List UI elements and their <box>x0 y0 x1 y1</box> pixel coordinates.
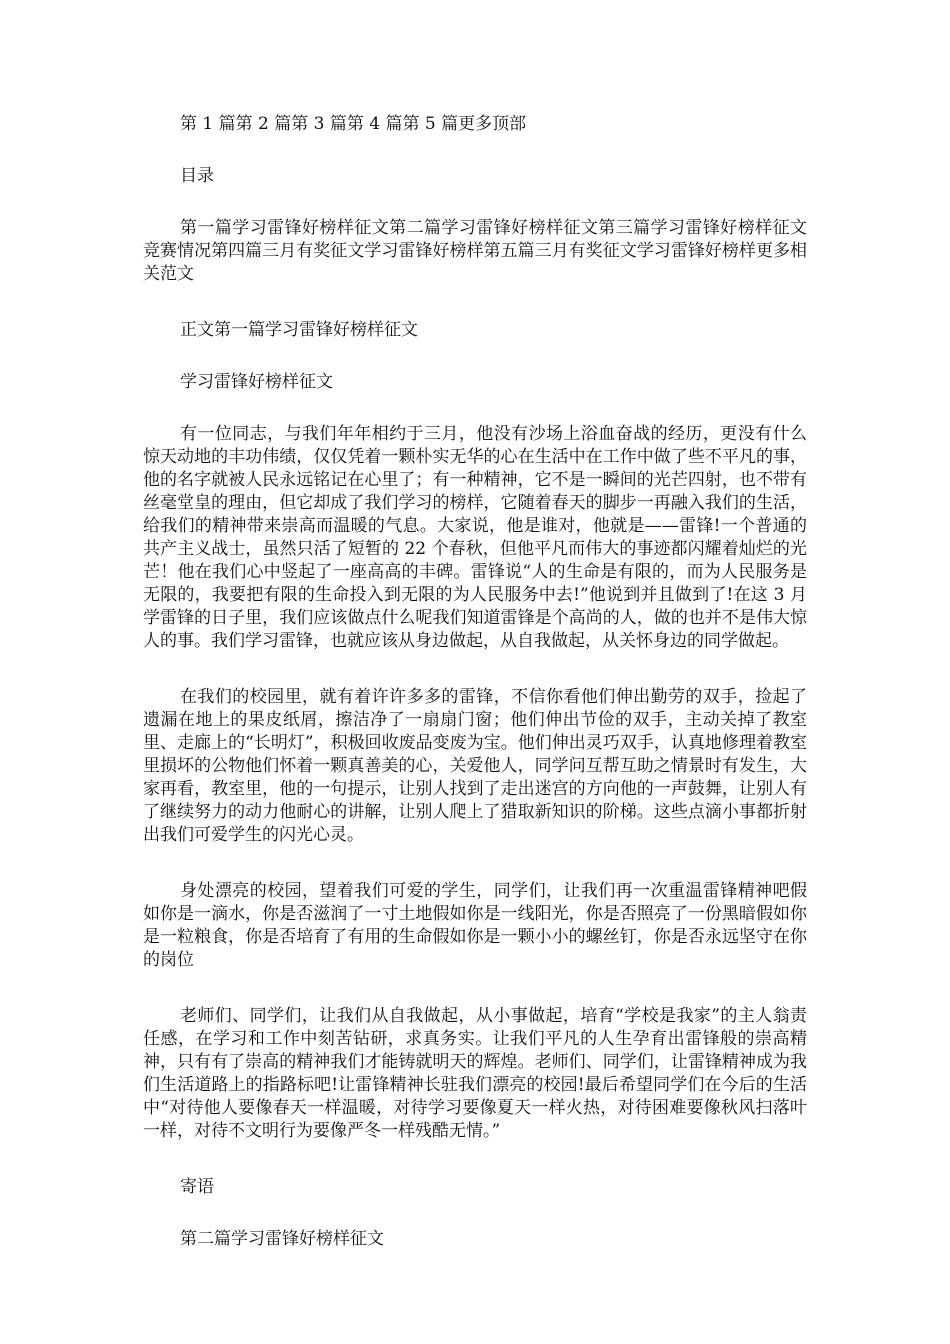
body-paragraph-2: 在我们的校园里，就有着许许多多的雷锋，不信你看他们伸出勤劳的双手，捡起了遗漏在地上的果皮纸屑，擦洁净了一扇扇门窗；他们伸出节俭的双手，主动关掉了教室里、走廊上的“长明灯”，积极回收废品变废为宝。他们伸出灵巧双手，认真地修理着教室里损坏的公物他们怀着一颗真善美的心，关爱他人，同学问互帮互助之情景时有发生，大家再看，教室里，他的一句提示，让别人找到了走出迷宫的方向他的一声鼓舞，让别人有了继续努力的动力他耐心的讲解，让别人爬上了猎取新知识的阶梯。这些点滴小事都折射出我们可爱学生的闪光心灵。 <box>143 687 807 845</box>
section-heading: 正文第一篇学习雷锋好榜样征文 <box>180 320 418 340</box>
toc-heading: 目录 <box>180 166 214 186</box>
body-paragraph-3: 身处漂亮的校园，望着我们可爱的学生，同学们，让我们再一次重温雷锋精神吧假如你是一滴水，你是否滋润了一寸土地假如你是一线阳光，你是否照亮了一份黑暗假如你是一粒粮食，你是否培育了有用的生命假如你是一颗小小的螺丝钉，你是否永远坚守在你的岗位 <box>143 881 807 970</box>
closing-heading: 寄语 <box>180 1177 214 1197</box>
body-paragraph-4: 老师们、同学们，让我们从自我做起，从小事做起，培育“学校是我家”的主人翁责任感，在学习和工作中刻苦钻研，求真务实。让我们平凡的人生孕育出雷锋般的崇高精神，只有有了崇高的精神我们才能铸就明天的辉煌。老师们、同学们，让雷锋精神成为我们生活道路上的指路标吧!让雷锋精神长驻我们漂亮的校园!最后希望同学们在今后的生活中“对待他人要像春天一样温暖，对待学习要像夏天一样火热，对待困难要像秋风扫落叶一样，对待不文明行为要像严冬一样残酷无情。” <box>143 1006 807 1141</box>
nav-line: 第 1 篇第 2 篇第 3 篇第 4 篇第 5 篇更多顶部 <box>180 114 527 134</box>
toc-text: 第一篇学习雷锋好榜样征文第二篇学习雷锋好榜样征文第三篇学习雷锋好榜样征文竞赛情况第四篇三月有奖征文学习雷锋好榜样第五篇三月有奖征文学习雷锋好榜样更多相关范文 <box>143 218 807 284</box>
document-body <box>143 113 807 1251</box>
body-paragraph-1: 有一位同志，与我们年年相约于三月，他没有沙场上浴血奋战的经历，更没有什么惊天动地的丰功伟绩，仅仅凭着一颗朴实无华的心在生活中在工作中做了些不平凡的事，他的名字就被人民永远铭记在心里了；有一种精神，它不是一瞬间的光芒四射，也不带有丝毫堂皇的理由，但它却成了我们学习的榜样，它随着春天的脚步一再融入我们的生活，给我们的精神带来崇高而温暖的气息。大家说，他是谁对，他就是——雷锋!一个普通的共产主义战士，虽然只活了短暂的 22 个春秋，但他平凡而伟大的事迹都闪耀着灿烂的光芒！他在我们心中竖起了一座高高的丰碑。雷锋说“人的生命是有限的，而为人民服务是无限的，我要把有限的生命投入到无限的为人民服务中去!”他说到并且做到了!在这 3 月学雷锋的日子里，我们应该做点什么呢我们知道雷锋是个高尚的人，做的也并不是伟大惊人的事。我们学习雷锋，也就应该从身边做起，从自我做起，从关怀身边的同学做起。 <box>143 424 807 651</box>
next-section-heading: 第二篇学习雷锋好榜样征文 <box>180 1229 384 1249</box>
article-title: 学习雷锋好榜样征文 <box>180 372 333 392</box>
